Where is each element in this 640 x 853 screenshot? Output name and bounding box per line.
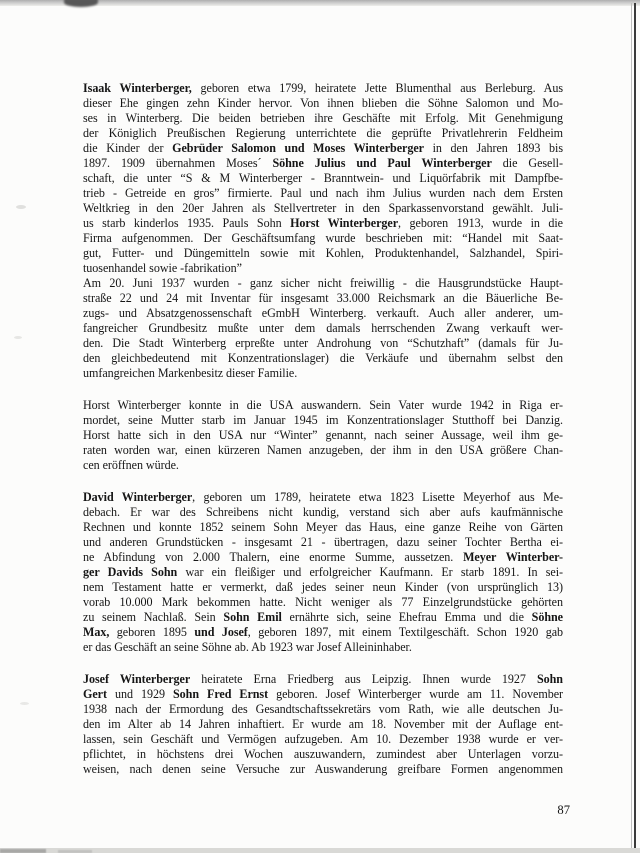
text-run: trieb - Getreide en gros” firmierte. Paul und nach ihm Julius wurden nach dem Ersten <box>83 186 563 200</box>
scan-line-dark <box>634 3 636 853</box>
text-run: Isaak Winterberger, <box>83 81 192 95</box>
text-line <box>83 565 563 580</box>
page-number: 87 <box>557 803 570 817</box>
text-run: Firma aufgenommen. Der Geschäftsumfang wurde beschrieben mit: “Handel mit Saat- <box>83 231 563 245</box>
text-line <box>83 610 563 625</box>
text-line <box>83 702 563 717</box>
text-run: Horst Winterberger konnte in die USA auswandern. Sein Vater wurde 1942 in Riga er- <box>83 398 563 412</box>
text-run: lassen, sein Geschäft und Vermögen aufzugeben. Am 10. Dezember 1938 wurde er ver- <box>83 732 563 746</box>
text-run: raten worden war, einen kürzeren Namen anzugeben, der ihm in den USA größere Chan- <box>83 443 563 457</box>
paragraph <box>83 276 563 381</box>
text-line <box>83 306 563 321</box>
text-run: Söhne <box>531 610 563 624</box>
text-run: debach. Er war des Schreibens nicht kundig, verstand sich aber aufs kaufmännische <box>83 505 563 519</box>
paragraph <box>83 398 563 473</box>
text-run: ger Davids Sohn <box>83 565 178 579</box>
text-run: war ein fleißiger und erfolgreicher Kaufmann. Er starb 1891. In sei- <box>177 565 563 579</box>
text-run: schaft, die unter “S & M Winterberger - Branntwein- und Liquörfabrik mit Dampfbe- <box>83 171 563 185</box>
scan-speck <box>14 336 22 339</box>
text-run: Am 20. Juni 1937 wurden - ganz sicher nicht freiwillig - die Hausgrundstücke Haupt- <box>83 276 563 290</box>
text-run: Josef Winterberger <box>83 672 191 686</box>
text-run: in den Jahren 1893 bis <box>423 141 563 155</box>
text-run: nem Testament hatte er vermerkt, daß jedes seiner neun Kinder (von ursprünglich 13) <box>83 580 563 594</box>
text-run: umfangreichen Markenbesitz dieser Familie. <box>83 366 298 380</box>
text-line <box>83 216 563 231</box>
text-run: den gleichbedeutend mit Konzentrationslager) die Verkäufe und übernahm selbst den <box>83 351 563 365</box>
text-line <box>83 126 563 141</box>
text-line <box>83 156 563 171</box>
text-line <box>83 732 563 747</box>
text-line <box>83 762 563 777</box>
text-run: fangreicher Grundbesitz mußte unter dem damals herrschenden Zwang verkauft wer- <box>83 321 563 335</box>
text-run: geboren 1895 <box>109 625 195 639</box>
text-run: Rechnen und konnte 1852 seinem Sohn Meyer das Haus, eine ganze Reihe von Gärten <box>83 520 563 534</box>
text-run: mordet, seine Mutter starb im Januar 1945 im Konzentrationslager Stutthoff bei Danzig. <box>83 413 563 427</box>
text-run: , geboren 1913, wurde in die <box>398 216 563 230</box>
text-run: Horst hatte sich in den USA nur “Winter” genannt, nach seiner Aussage, weil ihm ge- <box>83 428 563 442</box>
text-run: cen eröffnen würde. <box>83 458 179 472</box>
text-line <box>83 535 563 550</box>
text-line <box>83 336 563 351</box>
text-line <box>83 276 563 291</box>
text-run: 1938 nach der Ermordung des Gesandtschaftssekretärs vom Rath, wie alle deutschen Ju- <box>83 702 563 716</box>
text-run: die Kinder der <box>83 141 173 155</box>
text-run: geboren. Josef Winterberger wurde am 11. November <box>268 687 564 701</box>
text-line <box>83 413 563 428</box>
text-line <box>83 366 563 381</box>
text-run: Weltkrieg in den 20er Jahren als Stellvertreter in den Sparkassenvorstand gewählt. Juli- <box>83 201 563 215</box>
text-run: und anderen Grundstücken - insgesamt 21 - übertragen, dazu seiner Tochter Bertha ei- <box>83 535 563 549</box>
text-run: Sohn Emil <box>223 610 282 624</box>
text-run: den. Die Stadt Winterberg erpreßte unter Androhung von “Schutzhaft” (damals für Ju- <box>83 336 563 350</box>
text-line <box>83 201 563 216</box>
text-run: straße 22 und 24 mit Inventar für insgesamt 33.000 Reichsmark an die Bäuerliche Be- <box>83 291 563 305</box>
text-run: den im Alter ab 14 Jahren inhaftiert. Er wurde am 18. November mit der Auflage ent- <box>83 717 563 731</box>
scan-smear-bottom-left <box>0 849 46 853</box>
text-line <box>83 171 563 186</box>
scan-speck <box>20 702 29 705</box>
text-line <box>83 595 563 610</box>
text-run: gut, Futter- und Düngemitteln sowie mit Kohlen, Produktenhandel, Salzhandel, Spiri- <box>83 246 563 260</box>
text-run: 1897. 1909 übernahmen Moses´ <box>83 156 273 170</box>
text-line <box>83 428 563 443</box>
text-run: Gebrüder Salomon und Moses Winterberger <box>172 141 424 155</box>
text-line <box>83 231 563 246</box>
text-line <box>83 717 563 732</box>
text-run: ne Abfindung von 2.000 Thalern, eine enorme Summe, aussetzen. <box>83 550 464 564</box>
text-line <box>83 747 563 762</box>
text-run: Sohn Fred Ernst <box>172 687 269 701</box>
text-run: Horst Winterberger <box>290 216 399 230</box>
text-run: dieser Ehe gingen zehn Kinder hervor. Von ihnen blieben die Söhne Salomon und Mo- <box>83 96 563 110</box>
paragraph <box>83 672 563 777</box>
text-run: er das Geschäft an seine Söhne ab. Ab 1923 war Josef Alleininhaber. <box>83 640 412 654</box>
text-line <box>83 640 563 655</box>
text-run: ernährte sich, seine Ehefrau Emma und die <box>281 610 532 624</box>
text-line <box>83 687 563 702</box>
text-run: die Gesell- <box>491 156 563 170</box>
text-run: heiratete Erna Friedberg aus Leipzig. Ihnen wurde 1927 <box>190 672 537 686</box>
text-line <box>83 520 563 535</box>
text-line <box>83 261 563 276</box>
text-line <box>83 398 563 413</box>
text-line <box>83 550 563 565</box>
text-run: , geboren 1897, mit einem Textilgeschäft. Schon 1920 gab <box>247 625 564 639</box>
text-run: weisen, nach denen seine Versuche zur Auswanderung greifbare Formen angenommen <box>83 762 563 776</box>
text-line <box>83 458 563 473</box>
text-run: zu seinem Nachlaß. Sein <box>83 610 224 624</box>
scan-edge-bottom-band <box>0 848 640 853</box>
paragraph <box>83 81 563 276</box>
text-run: Max, <box>83 625 110 639</box>
text-line <box>83 580 563 595</box>
text-run: us starb kinderlos 1935. Pauls Sohn <box>83 216 291 230</box>
text-line <box>83 443 563 458</box>
text-line <box>83 186 563 201</box>
text-line <box>83 291 563 306</box>
text-run: zugs- und Absatzgenossenschaft eGmbH Winterberg. verkauft. Auch aller anderer, um- <box>83 306 563 320</box>
scan-line-light <box>631 3 632 853</box>
text-line <box>83 96 563 111</box>
text-line <box>83 111 563 126</box>
text-line <box>83 321 563 336</box>
text-line <box>83 351 563 366</box>
text-line <box>83 246 563 261</box>
text-run: Gert <box>83 687 107 701</box>
text-run: Sohn <box>536 672 563 686</box>
text-block <box>83 81 563 777</box>
text-run: vorab 10.000 Mark bekommen hatte. Nicht weniger als 77 Einzelgrundstücke gehörten <box>83 595 563 609</box>
text-line <box>83 625 563 640</box>
text-line <box>83 81 563 96</box>
text-run: und Josef <box>194 625 248 639</box>
text-line <box>83 490 563 505</box>
text-run: ses in Winterberg. Die beiden betrieben ihre Geschäfte mit Erfolg. Mit Genehmigung <box>83 111 563 125</box>
text-run: und 1929 <box>106 687 173 701</box>
text-run: geboren etwa 1799, heiratete Jette Blumenthal aus Berleburg. Aus <box>191 81 563 95</box>
text-line <box>83 505 563 520</box>
text-line <box>83 672 563 687</box>
text-run: David Winterberger <box>83 490 193 504</box>
text-run: tuosenhandel sowie -fabrikation” <box>83 261 242 275</box>
text-run: der Königlich Preußischen Regierung unterrichtete die geprüfte Privatlehrerin Feldheim <box>83 126 563 140</box>
paragraph <box>83 490 563 655</box>
scan-speck <box>16 205 26 209</box>
text-line <box>83 141 563 156</box>
text-run: , geboren um 1789, heiratete etwa 1823 Lisette Meyerhof aus Me- <box>192 490 563 504</box>
text-run: Meyer Winterber- <box>463 550 563 564</box>
text-run: Söhne Julius und Paul Winterberger <box>272 156 492 170</box>
text-run: pflichtet, in höchstens drei Wochen auszuwandern, zumindest aber Unterlagen vorzu- <box>83 747 563 761</box>
